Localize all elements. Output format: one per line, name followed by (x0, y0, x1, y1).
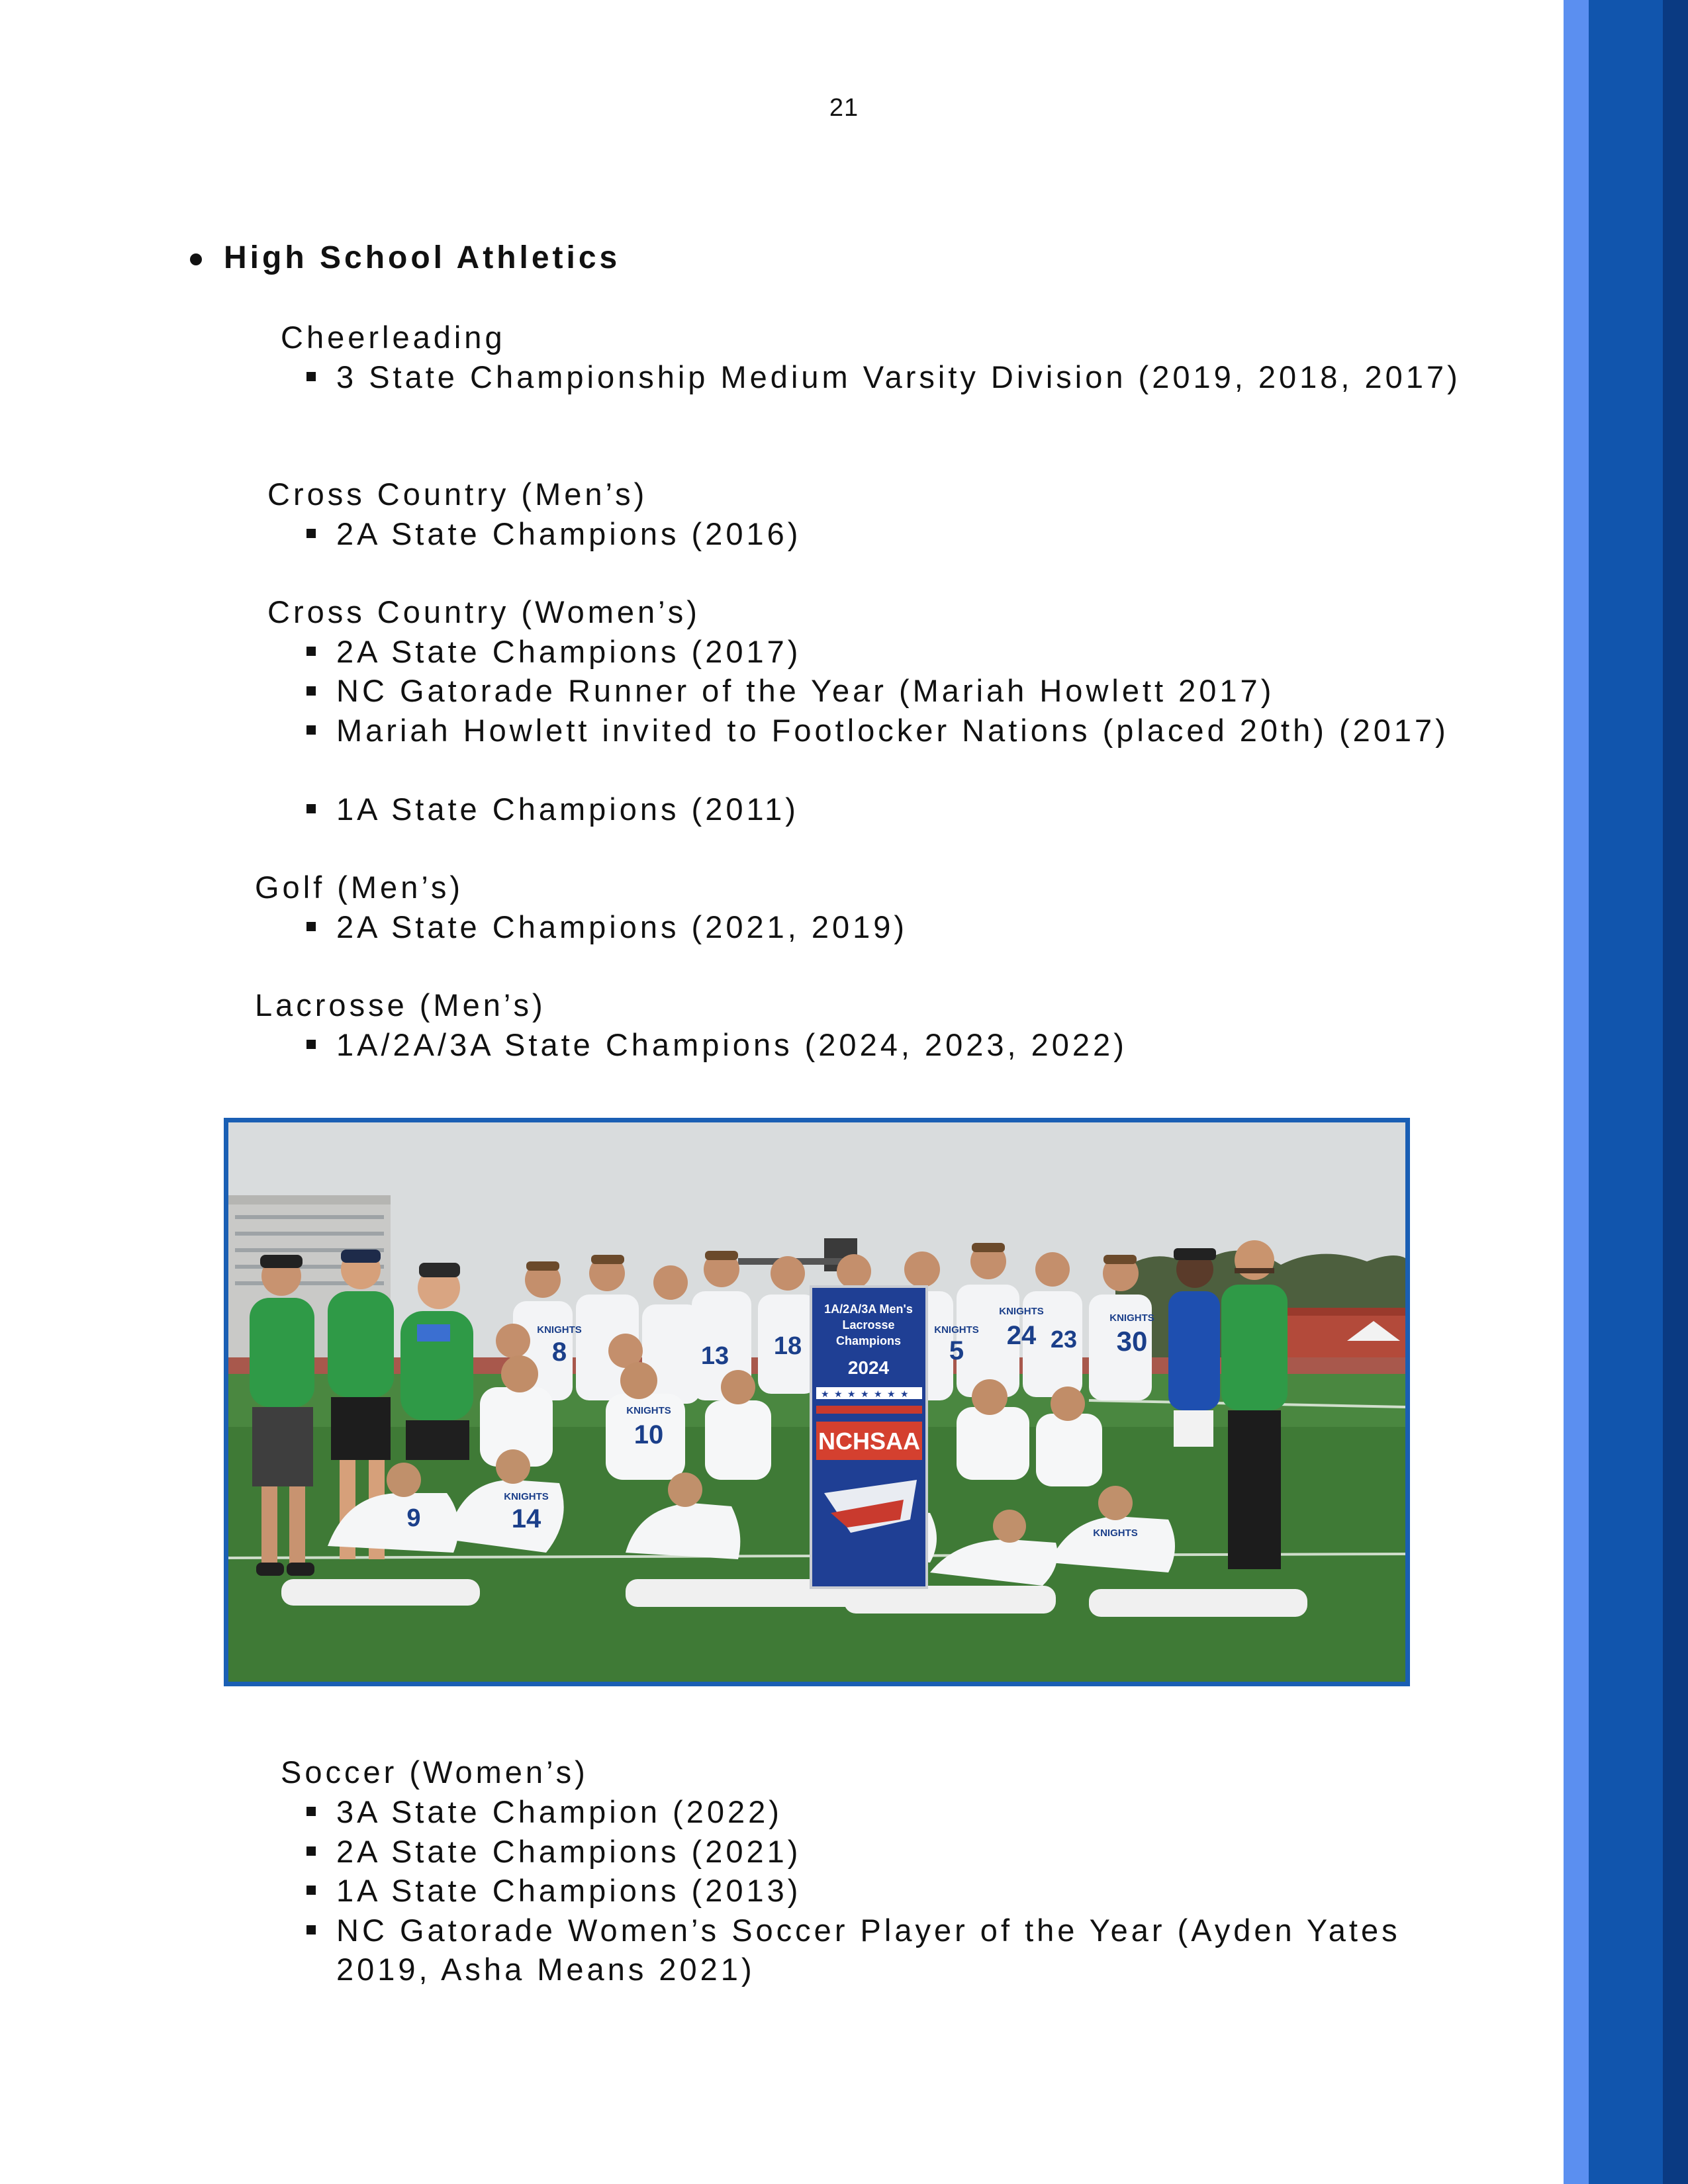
list-item: 2A State Champions (2016) (336, 516, 802, 551)
category-title-golf-men: Golf (Men’s) (255, 870, 464, 905)
banner-line-1: 1A/2A/3A Men's (824, 1302, 913, 1316)
star-icon: ★ (861, 1389, 869, 1400)
banner-year: 2024 (847, 1357, 890, 1378)
category-title-cheerleading: Cheerleading (281, 320, 506, 355)
category-title-soccer-women: Soccer (Women’s) (281, 1754, 588, 1790)
jersey-number: 8 (551, 1338, 567, 1367)
square-bullet-icon (306, 1925, 316, 1934)
square-bullet-icon (306, 725, 316, 735)
star-icon: ★ (874, 1389, 882, 1400)
list-item: NC Gatorade Women’s Soccer Player of the Year (Ayden Yates 2019, Asha Means 2021) (336, 1913, 1401, 1987)
star-icon: ★ (834, 1389, 843, 1400)
banner-line-3: Champions (835, 1334, 902, 1347)
jersey-number: 9 (406, 1504, 421, 1532)
star-icon: ★ (900, 1389, 909, 1400)
banner-org: NCHSAA (818, 1428, 921, 1455)
jersey-number: 18 (773, 1332, 802, 1360)
list-item: Mariah Howlett invited to Footlocker Nations (placed 20th) (2017) (336, 713, 1449, 748)
banner-line-2: Lacrosse (842, 1318, 895, 1332)
jersey-team: KNIGHTS (537, 1324, 582, 1336)
list-item: 2A State Champions (2021) (336, 1834, 802, 1869)
category-title-cross-country-women: Cross Country (Women’s) (267, 594, 700, 629)
list-item: 1A/2A/3A State Champions (2024, 2023, 2022) (336, 1027, 1127, 1062)
jersey-number: 24 (1006, 1321, 1037, 1350)
square-bullet-icon (306, 1846, 316, 1856)
jersey-team: KNIGHTS (1109, 1312, 1154, 1324)
star-icon: ★ (847, 1389, 856, 1400)
list-item: 3 State Championship Medium Varsity Division (2019, 2018, 2017) (336, 359, 1461, 394)
square-bullet-icon (306, 922, 316, 931)
jersey-number: 5 (949, 1336, 964, 1365)
square-bullet-icon (306, 372, 316, 381)
category-title-lacrosse-men: Lacrosse (Men’s) (255, 987, 546, 1023)
square-bullet-icon (306, 1807, 316, 1816)
list-item: 2A State Champions (2021, 2019) (336, 909, 908, 944)
bullet-dot-icon (190, 253, 202, 265)
jersey-number: 14 (511, 1504, 541, 1533)
star-icon: ★ (821, 1389, 829, 1400)
jersey-number: 10 (633, 1420, 664, 1449)
square-bullet-icon (306, 529, 316, 538)
sidebar-stripe-mid (1589, 0, 1663, 2184)
square-bullet-icon (306, 647, 316, 656)
square-bullet-icon (306, 1040, 316, 1049)
jersey-team: KNIGHTS (934, 1324, 979, 1336)
jersey-number: 23 (1050, 1326, 1078, 1353)
square-bullet-icon (306, 1886, 316, 1895)
list-item: 3A State Champion (2022) (336, 1794, 782, 1829)
championship-banner (811, 1287, 927, 1588)
jersey-team: KNIGHTS (999, 1306, 1044, 1317)
list-item: 1A State Champions (2011) (336, 792, 799, 827)
section-heading: High School Athletics (224, 240, 621, 275)
sidebar-stripe-dark (1663, 0, 1688, 2184)
square-bullet-icon (306, 686, 316, 696)
list-item: NC Gatorade Runner of the Year (Mariah Howlett 2017) (336, 673, 1275, 708)
star-icon: ★ (887, 1389, 896, 1400)
jersey-number: 30 (1116, 1326, 1148, 1357)
jersey-team: KNIGHTS (504, 1491, 549, 1502)
category-title-cross-country-men: Cross Country (Men’s) (267, 477, 648, 512)
square-bullet-icon (306, 804, 316, 813)
jersey-team: KNIGHTS (1093, 1527, 1138, 1539)
list-item: 1A State Champions (2013) (336, 1873, 802, 1908)
list-item: 2A State Champions (2017) (336, 634, 802, 669)
sidebar-stripe-light (1564, 0, 1589, 2184)
jersey-team: KNIGHTS (626, 1405, 671, 1416)
team-photo (224, 1118, 1410, 1686)
page-number: 21 (829, 94, 859, 122)
jersey-number: 13 (700, 1342, 729, 1370)
